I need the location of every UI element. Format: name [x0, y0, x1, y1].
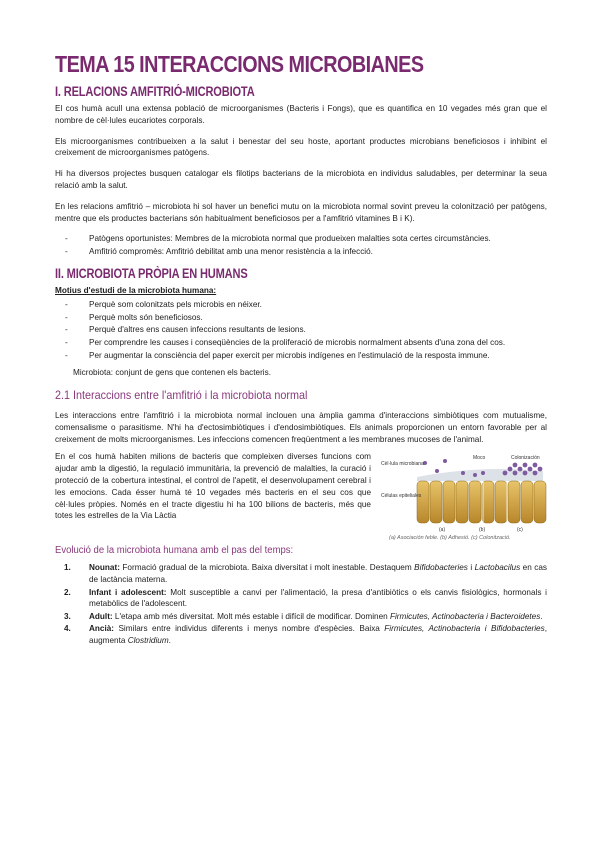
figure-caption: (a) Asociación feble. (b) Adhesió. (c) Colonització.: [389, 535, 511, 542]
panel-label: (c): [517, 527, 523, 534]
list-item: - Per comprendre les causes i conseqüències de la proliferació de microbis normalment absents d'una zona del cos.: [55, 337, 547, 349]
subsection-heading: Evolució de la microbiota humana amb el pas del temps:: [55, 545, 294, 557]
section-heading-2: II. MICROBIOTA PRÒPIA EN HUMANS: [55, 265, 248, 281]
paragraph: Les interaccions entre l'amfitrió i la microbiota normal inclouen una àmplia gamma d'interaccions simbiòtiques com mutualisme, comensalisme o parasitisme. N'hi ha d'ectosimbiòtiques i d'endosimbiòtiques. Els animals proporcionen un entorn favorable per al creixement de molts microorganismes. Les infeccions comencen freqüentment a les membranes mucoses de l'animal.: [55, 410, 547, 444]
figure-label: Cèl·lula microbiana: [381, 461, 424, 468]
paragraph: En el cos humà habiten milions de bacteris que compleixen diverses funcions com ajudar amb la digestió, la regulació immunitària, la prevenció de malalties, la curació i protecció de la cobertura intestinal, el control de l'apetit, el desenvolupament cerebral i les emocions. Cada ésser humà té 10 vegades més bacteris en el seu cos que cèl·lules pròpies. Només en el tracte digestiu hi ha 100 bilions de bacteris, més que totes les estrelles de la Via Làctia: [55, 452, 371, 521]
paragraph: Els microorganismes contribueixen a la salut i benestar del seu hoste, aportant productes microbians beneficiosos i inhibint el creixement de microorganismes patògens.: [55, 136, 547, 158]
list-item: 1. Nounat: Formació gradual de la microbiota. Baixa diversitat i molt inestable. Destaquem Bifidobacteries i Lactobacilus en cas de lactància materna.: [64, 563, 548, 584]
list-item: - Amfitrió compromès: Amfitrió debilitat amb una menor resistència a la infecció.: [55, 246, 547, 258]
panel-label: (b): [479, 527, 486, 534]
list-number: 3.: [64, 611, 71, 621]
list-number: 1.: [64, 563, 71, 573]
list-item: 4. Ancià: Similars entre individus diferents i menys nombre d'espècies. Baixa Firmicutes, Actinobacteria i Bifidobacteries, augmenta Clostridium.: [64, 624, 547, 645]
list-item: - Perquè d'altres ens causen infeccions resultants de lesions.: [55, 324, 547, 336]
definition: Microbiota: conjunt de gens que contenen els bacteris.: [73, 368, 271, 378]
figure-label: Células epiteliales: [381, 493, 422, 500]
subheading-underlined: Motius d'estudi de la microbiota humana:: [55, 285, 217, 295]
paragraph: Hi ha diversos projectes busquen catalogar els filotips bacterians de la microbiota en individus saludables, per determinar la seua relació amb la salut.: [55, 169, 547, 190]
section-heading-1: I. RELACIONS AMFITRIÓ-MICROBIOTA: [55, 84, 255, 99]
list-item: 2. Infant i adolescent: Molt susceptible a canvi per l'alimentació, la presa d'antibiòtics o els canvis fisiològics, hormonals i metabòlics de l'adolescent.: [64, 587, 547, 609]
list-number: 2.: [64, 587, 71, 597]
bullet-list: [55, 233, 547, 257]
list-item: 3. Adult: L'etapa amb més diversitat. Molt més estable i difícil de modificar. Dominen Firmicutes, Actinobacteria i Bacteroidetes.: [64, 611, 543, 621]
figure-label: Moco: [473, 455, 486, 462]
paragraph: El cos humà acull una extensa població de microorganismes (Bacteris i Fongs), que es quantifica en 10 vegades més gran que el nombre de cèl·lules eucariotes corporals.: [55, 104, 547, 125]
subsection-heading: 2.1 Interaccions entre l'amfitrió i la microbiota normal: [55, 387, 308, 402]
epithelium-illustration: [379, 451, 547, 535]
list-item: - Perquè molts són beneficiosos.: [55, 312, 547, 324]
numbered-list: [55, 562, 547, 646]
list-item: - Perquè som colonitzats pels microbis en néixer.: [55, 299, 547, 311]
list-item: - Patògens oportunistes: Membres de la microbiota normal que produeixen malalties sota certes circumstàncies.: [55, 233, 547, 245]
bullet-list: [55, 299, 547, 361]
list-item: - Per augmentar la consciència del paper exercit per microbis indígenes en l'estimulació de la resposta immune.: [55, 350, 547, 362]
figure-label: Colonización: [511, 455, 540, 462]
list-number: 4.: [64, 624, 71, 634]
paragraph: En les relacions amfitrió – microbiota hi sol haver un benefici mutu on la microbiota normal sovint preveu la colonització per patògens, mentre que els productes bacterians són habitualment beneficiosos per a l'amfitrió vitamines B i K).: [55, 201, 547, 223]
adhesion-figure: [379, 451, 547, 541]
panel-label: (a): [439, 527, 446, 534]
page-title: TEMA 15 INTERACCIONS MICROBIANES: [55, 51, 424, 77]
document-page: [55, 50, 547, 647]
